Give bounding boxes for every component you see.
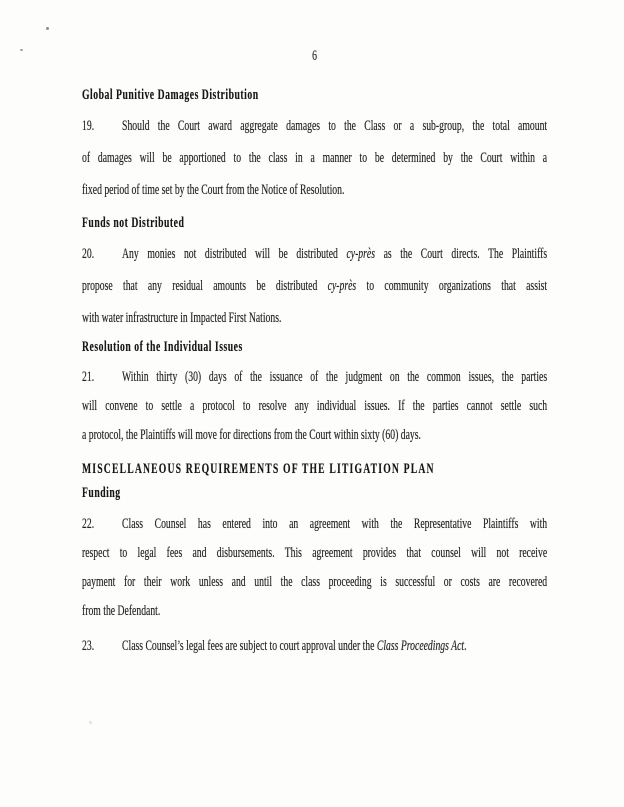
text-segment: Should the Court award aggregate damages to the Class or a sub-group, the total amount (122, 118, 548, 134)
heading-funding: Funding (82, 485, 121, 501)
text-line (82, 174, 547, 206)
text-segment: of damages will be apportioned to the class in a manner to be determined by the Court within a (82, 150, 548, 166)
text-segment: to community organizations that assist (356, 278, 548, 294)
text-segment: with water infrastructure in Impacted First Nations. (82, 310, 282, 326)
heading-miscellaneous: MISCELLANEOUS REQUIREMENTS OF THE LITIGATION PLAN (82, 461, 435, 477)
paragraph-number: 21. (82, 369, 95, 385)
text-segment: as the Court directs. The Plaintiffs (375, 246, 548, 262)
text-line (82, 142, 547, 174)
paragraph-number: 22. (82, 516, 95, 532)
scan-speck (20, 49, 23, 51)
text-segment: a protocol, the Plaintiffs will move for directions from the Court within sixty (60) days. (82, 427, 421, 443)
italic-text: cy-près (327, 278, 357, 294)
text-line (82, 392, 547, 421)
text-line (82, 539, 547, 568)
text-segment: respect to legal fees and disbursements. This agreement provides that counsel will not receive (82, 545, 548, 561)
text-line (82, 510, 547, 539)
page-number: 6 (312, 48, 317, 64)
italic-text: Class Proceedings Act (376, 638, 465, 654)
text-segment: Class Counsel has entered into an agreement with the Representative Plaintiffs with (122, 516, 548, 532)
heading-funds-not-distributed: Funds not Distributed (82, 215, 185, 231)
scan-speck (46, 27, 49, 30)
text-line (82, 302, 547, 334)
text-line (82, 270, 547, 302)
text-segment: from the Defendant. (82, 603, 161, 619)
text-segment: payment for their work unless and until the class proceeding is successful or costs are recovered (82, 574, 548, 590)
paragraph-para-23 (82, 632, 547, 661)
italic-text: cy-près (346, 246, 376, 262)
paragraph-para-21 (82, 363, 547, 450)
paragraph-number: 20. (82, 246, 95, 262)
heading-global-punitive: Global Punitive Damages Distribution (82, 87, 259, 103)
text-segment: Class Counsel’s legal fees are subject to court approval under the (122, 638, 377, 654)
text-line (82, 568, 547, 597)
scan-speck (89, 721, 92, 724)
document-body (82, 0, 547, 661)
text-line (82, 597, 547, 626)
paragraph-para-22 (82, 510, 547, 626)
text-line (82, 238, 547, 270)
paragraph-number: 19. (82, 118, 95, 134)
text-segment: . (464, 638, 467, 654)
heading-resolution-individual: Resolution of the Individual Issues (82, 339, 243, 355)
text-segment: propose that any residual amounts be distributed (82, 278, 328, 294)
text-line (82, 421, 547, 450)
text-segment: Any monies not distributed will be distributed (122, 246, 347, 262)
text-segment: fixed period of time set by the Court from the Notice of Resolution. (82, 182, 345, 198)
text-line (82, 110, 547, 142)
text-line (82, 632, 547, 661)
text-segment: will convene to settle a protocol to resolve any individual issues. If the parties cannot settle such (82, 398, 548, 414)
paragraph-para-20 (82, 238, 547, 334)
paragraph-number: 23. (82, 638, 95, 654)
paragraph-para-19 (82, 110, 547, 206)
text-line (82, 363, 547, 392)
text-segment: Within thirty (30) days of the issuance of the judgment on the common issues, the parties (122, 369, 548, 385)
